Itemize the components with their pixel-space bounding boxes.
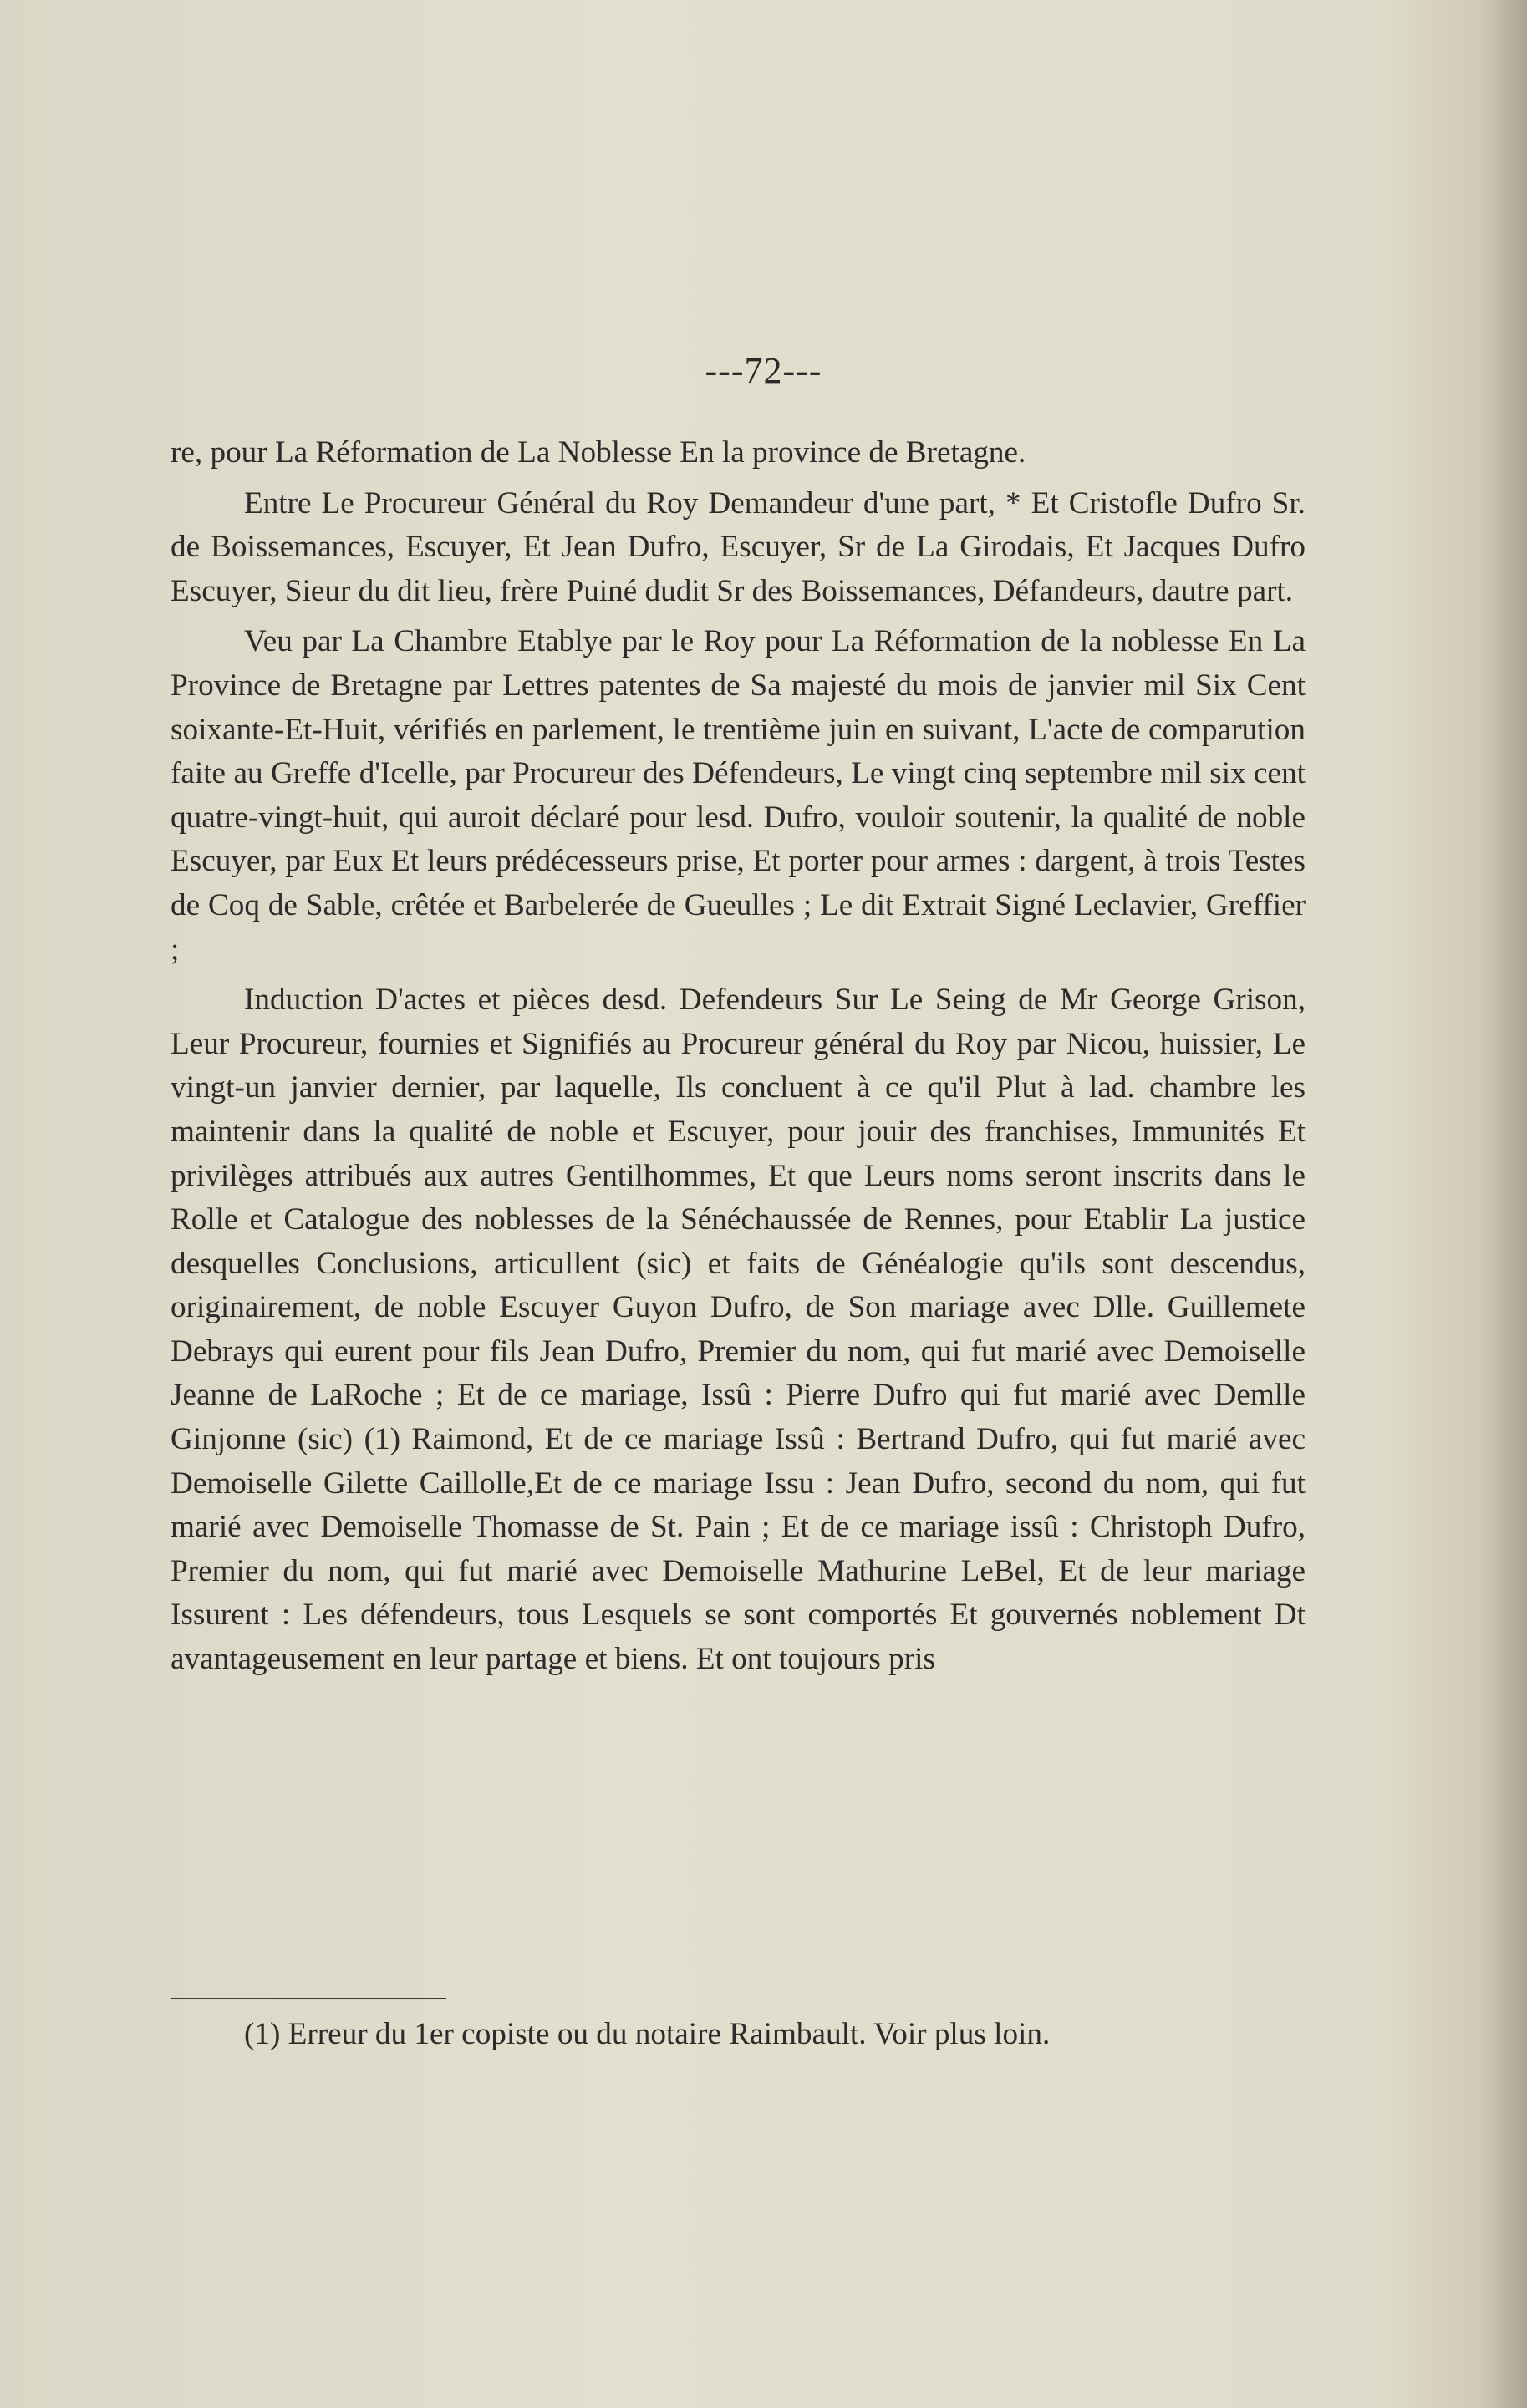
paragraph-parties: Entre Le Procureur Général du Roy Demandeur d'une part, * Et Cristofle Dufro Sr. de Boissemances, Escuyer, Et Jean Dufro, Escuyer, Sr de La Girodais, Et Jacques Dufro Escuyer, Sieur du dit lieu, frère Puiné dudit Sr des Boissemances, Défandeurs, dautre part.: [171, 485, 1306, 608]
footnote-divider: [171, 1998, 446, 1999]
page-number: ---72---: [705, 350, 822, 391]
body-text: [171, 431, 1306, 1689]
footnote: (1) Erreur du 1er copiste ou du notaire Raimbault. Voir plus loin.: [244, 2017, 1051, 2051]
paragraph-continuation: re, pour La Réformation de La Noblesse En la province de Bretagne.: [171, 435, 1026, 470]
paragraph-induction: Induction D'actes et pièces desd. Defendeurs Sur Le Seing de Mr George Grison, Leur Procureur, fournies et Signifiés au Procureur général du Roy par Nicou, huissier, Le vingt-un janvier dernier, par laquelle, Ils concluent à ce qu'il Plut à lad. chambre les maintenir dans la qualité de noble et Escuyer, pour jouir des franchises, Immunités Et privilèges attribués aux autres Gentilhommes, Et que Leurs noms seront inscrits dans le Rolle et Catalogue des noblesses de la Sénéchaussée de Rennes, pour Etablir La justice desquelles Conclusions, articullent (sic) et faits de Généalogie qu'ils sont descendus, originairement, de noble Escuyer Guyon Dufro, de Son mariage avec Dlle. Guillemete Debrays qui eurent pour fils Jean Dufro, Premier du nom, qui fut marié avec Demoiselle Jeanne de LaRoche ; Et de ce mariage, Issû : Pierre Dufro qui fut marié avec Demlle Ginjonne (sic) (1) Raimond, Et de ce mariage Issû : Bertrand Dufro, qui fut marié avec Demoiselle Gilette Caillolle,Et de ce mariage Issu : Jean Dufro, second du nom, qui fut marié avec Demoiselle Thomasse de St. Pain ; Et de ce mariage issû : Christoph Dufro, Premier du nom, qui fut marié avec Demoiselle Mathurine LeBel, Et de leur mariage Issurent : Les défendeurs, tous Lesquels se sont comportés Et gouvernés noblement Dt avantageusement en leur partage et biens. Et ont toujours pris: [171, 983, 1306, 1677]
paragraph-veu: Veu par La Chambre Etablye par le Roy pour La Réformation de la noblesse En La Province de Bretagne par Lettres patentes de Sa majesté du mois de janvier mil Six Cent soixante-Et-Huit, vérifiés en parlement, le trentième juin en suivant, L'acte de comparution faite au Greffe d'Icelle, par Procureur des Défendeurs, Le vingt cinq septembre mil six cent quatre-vingt-huit, qui auroit déclaré pour lesd. Dufro, vouloir soutenir, la qualité de noble Escuyer, par Eux Et leurs prédécesseurs prise, Et porter pour armes : dargent, à trois Testes de Coq de Sable, crêtée et Barbelerée de Gueulles ; Le dit Extrait Signé Leclavier, Greffier ;: [171, 624, 1306, 967]
